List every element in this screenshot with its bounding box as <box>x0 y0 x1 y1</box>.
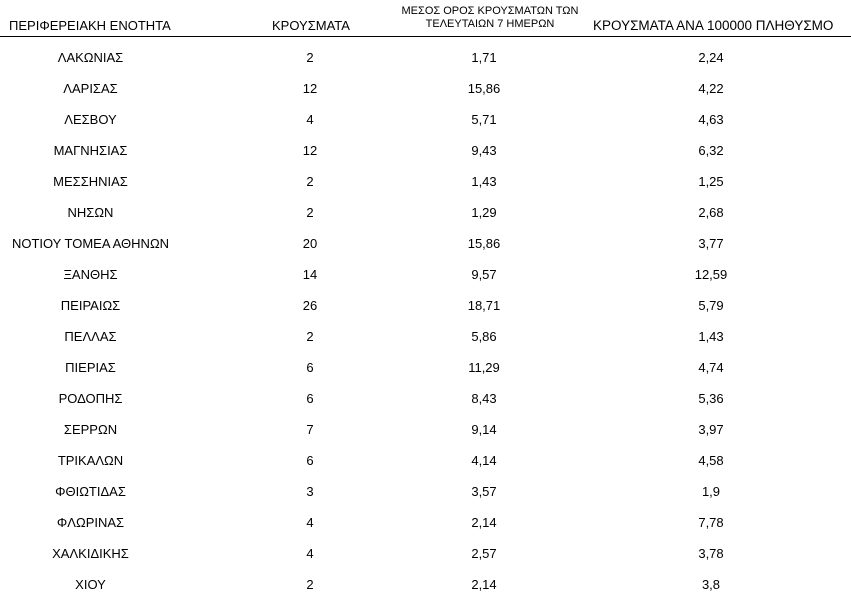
avg-cell: 18,71 <box>467 298 501 313</box>
avg-cell: 2,57 <box>471 546 497 561</box>
region-cell: ΜΕΣΣΗΝΙΑΣ <box>53 174 128 189</box>
table-row <box>0 353 851 384</box>
table-row <box>0 446 851 477</box>
cases-cell: 2 <box>306 50 314 65</box>
table-row <box>0 198 851 229</box>
table-row <box>0 74 851 105</box>
header-7day-average <box>382 5 598 31</box>
cases-cell: 26 <box>302 298 318 313</box>
avg-cell: 15,86 <box>467 236 501 251</box>
avg-cell: 5,71 <box>471 112 497 127</box>
avg-cell: 2,14 <box>471 577 497 592</box>
region-cell: ΦΘΙΩΤΙΔΑΣ <box>55 484 126 499</box>
region-cell: ΧΙΟΥ <box>75 577 106 592</box>
cases-cell: 3 <box>306 484 314 499</box>
table-row <box>0 322 851 353</box>
per100k-cell: 4,63 <box>698 112 724 127</box>
region-cell: ΛΕΣΒΟΥ <box>64 112 117 127</box>
table-row <box>0 260 851 291</box>
region-cell: ΡΟΔΟΠΗΣ <box>58 391 123 406</box>
region-cell: ΜΑΓΝΗΣΙΑΣ <box>53 143 128 158</box>
table-row <box>0 570 851 601</box>
avg-cell: 5,86 <box>471 329 497 344</box>
per100k-cell: 1,9 <box>701 484 721 499</box>
cases-cell: 6 <box>306 453 314 468</box>
table-row <box>0 229 851 260</box>
avg-cell: 11,29 <box>468 360 500 375</box>
header-divider <box>0 36 851 37</box>
region-cell: ΠΕΙΡΑΙΩΣ <box>60 298 121 313</box>
cases-cell: 14 <box>302 267 318 282</box>
cases-cell: 4 <box>306 546 314 561</box>
region-cell: ΦΛΩΡΙΝΑΣ <box>56 515 125 530</box>
region-cell: ΝΟΤΙΟΥ ΤΟΜΕΑ ΑΘΗΝΩΝ <box>11 236 170 251</box>
header-7day-average-line2: ΤΕΛΕΥΤΑΙΩΝ 7 ΗΜΕΡΩΝ <box>425 18 555 30</box>
avg-cell: 1,29 <box>471 205 497 220</box>
table-row <box>0 136 851 167</box>
avg-cell: 9,57 <box>471 267 497 282</box>
avg-cell: 15,86 <box>467 81 501 96</box>
avg-cell: 1,43 <box>471 174 497 189</box>
cases-cell: 4 <box>306 112 314 127</box>
header-7day-average-line1: ΜΕΣΟΣ ΟΡΟΣ ΚΡΟΥΣΜΑΤΩΝ ΤΩΝ <box>401 5 579 17</box>
cases-cell: 2 <box>306 174 314 189</box>
cases-cell: 2 <box>306 205 314 220</box>
header-region: ΠΕΡΙΦΕΡΕΙΑΚΗ ΕΝΟΤΗΤΑ <box>9 18 171 33</box>
per100k-cell: 4,58 <box>698 453 724 468</box>
table-row <box>0 415 851 446</box>
table-body <box>0 43 851 601</box>
cases-cell: 12 <box>302 143 318 158</box>
region-cell: ΛΑΚΩΝΙΑΣ <box>57 50 124 65</box>
region-cell: ΝΗΣΩΝ <box>67 205 114 220</box>
avg-cell: 2,14 <box>471 515 497 530</box>
per100k-cell: 4,22 <box>698 81 724 96</box>
avg-cell: 1,71 <box>471 50 497 65</box>
cases-cell: 4 <box>306 515 314 530</box>
avg-cell: 9,43 <box>471 143 497 158</box>
table-row <box>0 384 851 415</box>
cases-cell: 6 <box>306 391 314 406</box>
table-row <box>0 291 851 322</box>
per100k-cell: 2,68 <box>698 205 724 220</box>
region-cell: ΞΑΝΘΗΣ <box>63 267 118 282</box>
per100k-cell: 5,79 <box>698 298 724 313</box>
avg-cell: 4,14 <box>471 453 497 468</box>
per100k-cell: 3,78 <box>698 546 724 561</box>
per100k-cell: 7,78 <box>698 515 724 530</box>
per100k-cell: 4,74 <box>698 360 724 375</box>
region-cell: ΠΕΛΛΑΣ <box>64 329 117 344</box>
table-row <box>0 43 851 74</box>
table-row <box>0 167 851 198</box>
per100k-cell: 1,43 <box>698 329 724 344</box>
table-row <box>0 477 851 508</box>
region-cell: ΠΙΕΡΙΑΣ <box>65 360 116 375</box>
per100k-cell: 2,24 <box>698 50 724 65</box>
region-cell: ΤΡΙΚΑΛΩΝ <box>57 453 124 468</box>
region-cell: ΧΑΛΚΙΔΙΚΗΣ <box>52 546 129 561</box>
header-cases-per-100k: ΚΡΟΥΣΜΑΤΑ ΑΝΑ 100000 ΠΛΗΘΥΣΜΟ <box>593 18 834 33</box>
cases-cell: 2 <box>306 329 314 344</box>
table-row <box>0 539 851 570</box>
per100k-cell: 3,97 <box>698 422 724 437</box>
region-cell: ΣΕΡΡΩΝ <box>63 422 118 437</box>
per100k-cell: 3,77 <box>698 236 724 251</box>
avg-cell: 8,43 <box>471 391 497 406</box>
per100k-cell: 12,59 <box>694 267 728 282</box>
cases-cell: 20 <box>302 236 318 251</box>
cases-cell: 2 <box>306 577 314 592</box>
per100k-cell: 5,36 <box>698 391 724 406</box>
table-header <box>0 0 851 37</box>
cases-cell: 12 <box>302 81 318 96</box>
per100k-cell: 6,32 <box>698 143 724 158</box>
cases-cell: 7 <box>306 422 314 437</box>
table-row <box>0 105 851 136</box>
cases-cell: 6 <box>306 360 314 375</box>
table-row <box>0 508 851 539</box>
per100k-cell: 1,25 <box>698 174 724 189</box>
header-cases: ΚΡΟΥΣΜΑΤΑ <box>272 18 350 33</box>
region-cell: ΛΑΡΙΣΑΣ <box>63 81 118 96</box>
avg-cell: 3,57 <box>471 484 497 499</box>
avg-cell: 9,14 <box>471 422 497 437</box>
per100k-cell: 3,8 <box>701 577 721 592</box>
